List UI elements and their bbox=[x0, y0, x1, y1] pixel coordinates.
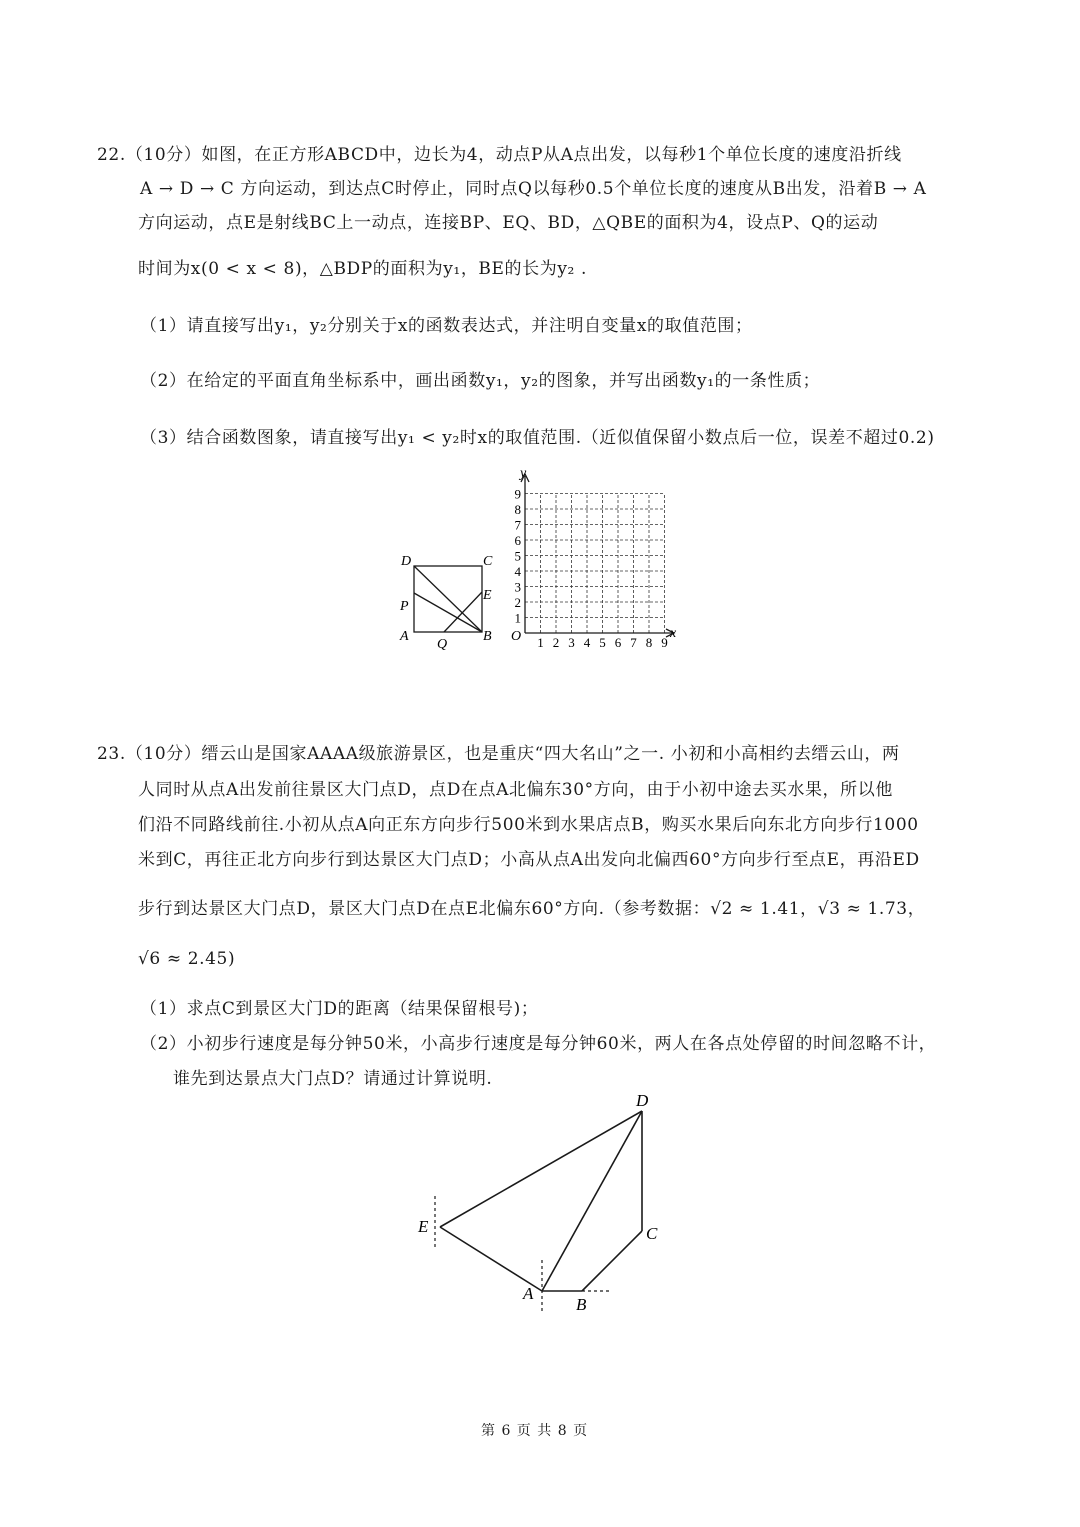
x-tick-label: 7 bbox=[630, 635, 637, 650]
label-C: C bbox=[483, 554, 493, 569]
y-tick-label: 6 bbox=[514, 533, 521, 548]
y-tick-label: 5 bbox=[514, 548, 521, 564]
label-D: D bbox=[401, 554, 412, 569]
y-axis-label: y bbox=[520, 468, 527, 481]
origin-label: O bbox=[511, 629, 522, 644]
page-footer: 第 6 页 共 8 页 bbox=[481, 1423, 589, 1439]
x-tick-label: 3 bbox=[568, 635, 575, 650]
y-tick-label: 9 bbox=[514, 486, 521, 502]
q22-line-2: A → D → C 方向运动，到达点C时停止，同时点Q以每秒0.5个单位长度的速度从B出发，沿着B → A bbox=[140, 179, 927, 199]
route-lines bbox=[440, 1111, 642, 1291]
q22-line-3: 方向运动，点E是射线BC上一动点，连接BP、EQ、BD，△QBE的面积为4，设点P、Q的运动 bbox=[138, 213, 879, 233]
label-B: B bbox=[483, 629, 492, 644]
x-tick-label: 6 bbox=[614, 635, 622, 650]
y-tick-label: 1 bbox=[514, 610, 521, 626]
y-tick-label: 2 bbox=[514, 595, 521, 610]
q23-sub-1: （1）求点C到景区大门D的距离（结果保留根号)； bbox=[140, 999, 539, 1019]
x-axis-label: x bbox=[670, 626, 677, 641]
x-tick-label: 5 bbox=[599, 635, 606, 650]
label-E: E bbox=[483, 588, 492, 603]
x-tick-label: 8 bbox=[645, 635, 653, 650]
x-tick-label: 2 bbox=[552, 635, 560, 650]
y-tick-label: 3 bbox=[514, 579, 521, 595]
label-P: P bbox=[400, 599, 409, 614]
x-tick-label: 4 bbox=[583, 635, 591, 650]
q22-sub-3: （3）结合函数图象，请直接写出y₁ < y₂时x的取值范围.（近似值保留小数点后一位，误差不超过0.2) bbox=[140, 428, 935, 448]
q23-line-3: 们沿不同路线前往.小初从点A向正东方向步行500米到水果店点B，购买水果后向东北方向步行1000 bbox=[138, 815, 919, 835]
q23-line-4: 米到C，再往正北方向步行到达景区大门点D；小高从点A出发向北偏西60°方向步行至点E，再沿ED bbox=[138, 850, 920, 870]
q22-sub-1: （1）请直接写出y₁，y₂分别关于x的函数表达式，并注明自变量x的取值范围； bbox=[140, 316, 753, 336]
y-tick-label: 7 bbox=[514, 517, 521, 533]
fig23-label-C: C bbox=[646, 1224, 658, 1243]
grid-lines bbox=[525, 494, 665, 634]
fig23-label-D: D bbox=[636, 1091, 649, 1110]
label-Q: Q bbox=[437, 637, 448, 652]
q23-line-6: √6 ≈ 2.45) bbox=[138, 949, 236, 969]
q22-line-4: 时间为x(0 < x < 8)，△BDP的面积为y₁，BE的长为y₂ . bbox=[138, 259, 587, 279]
q22-line-1: 22.（10分）如图，在正方形ABCD中，边长为4，动点P从A点出发，以每秒1个单位长度的速度沿折线 bbox=[97, 145, 902, 165]
fig23-label-A: A bbox=[523, 1284, 534, 1303]
q23-sub-2: （2）小初步行速度是每分钟50米，小高步行速度是每分钟60米，两人在各点处停留的时间忽略不计， bbox=[140, 1034, 937, 1054]
q22-figure bbox=[390, 468, 690, 653]
q23-figure bbox=[410, 1088, 670, 1323]
x-tick-label: 9 bbox=[661, 635, 668, 650]
fig23-label-B: B bbox=[576, 1295, 587, 1314]
y-tick-label: 8 bbox=[514, 502, 521, 517]
label-A: A bbox=[400, 629, 409, 644]
q23-sub-2b: 谁先到达景点大门点D？请通过计算说明. bbox=[173, 1069, 493, 1089]
q23-line-2: 人同时从点A出发前往景区大门点D，点D在点A北偏东30°方向，由于小初中途去买水果，所以他 bbox=[138, 780, 893, 800]
fig23-label-E: E bbox=[418, 1217, 429, 1236]
y-tick-label: 4 bbox=[514, 564, 521, 579]
q23-line-5: 步行到达景区大门点D，景区大门点D在点E北偏东60°方向.（参考数据：√2 ≈ 1.41，√3 ≈ 1.73， bbox=[138, 899, 926, 919]
square-abcd bbox=[414, 566, 482, 632]
x-tick-label: 1 bbox=[537, 635, 544, 650]
q23-line-1: 23.（10分）缙云山是国家AAAA级旅游景区，也是重庆“四大名山”之一. 小初和小高相约去缙云山，两 bbox=[97, 744, 900, 764]
q22-sub-2: （2）在给定的平面直角坐标系中，画出函数y₁，y₂的图象，并写出函数y₁的一条性质； bbox=[140, 371, 821, 391]
